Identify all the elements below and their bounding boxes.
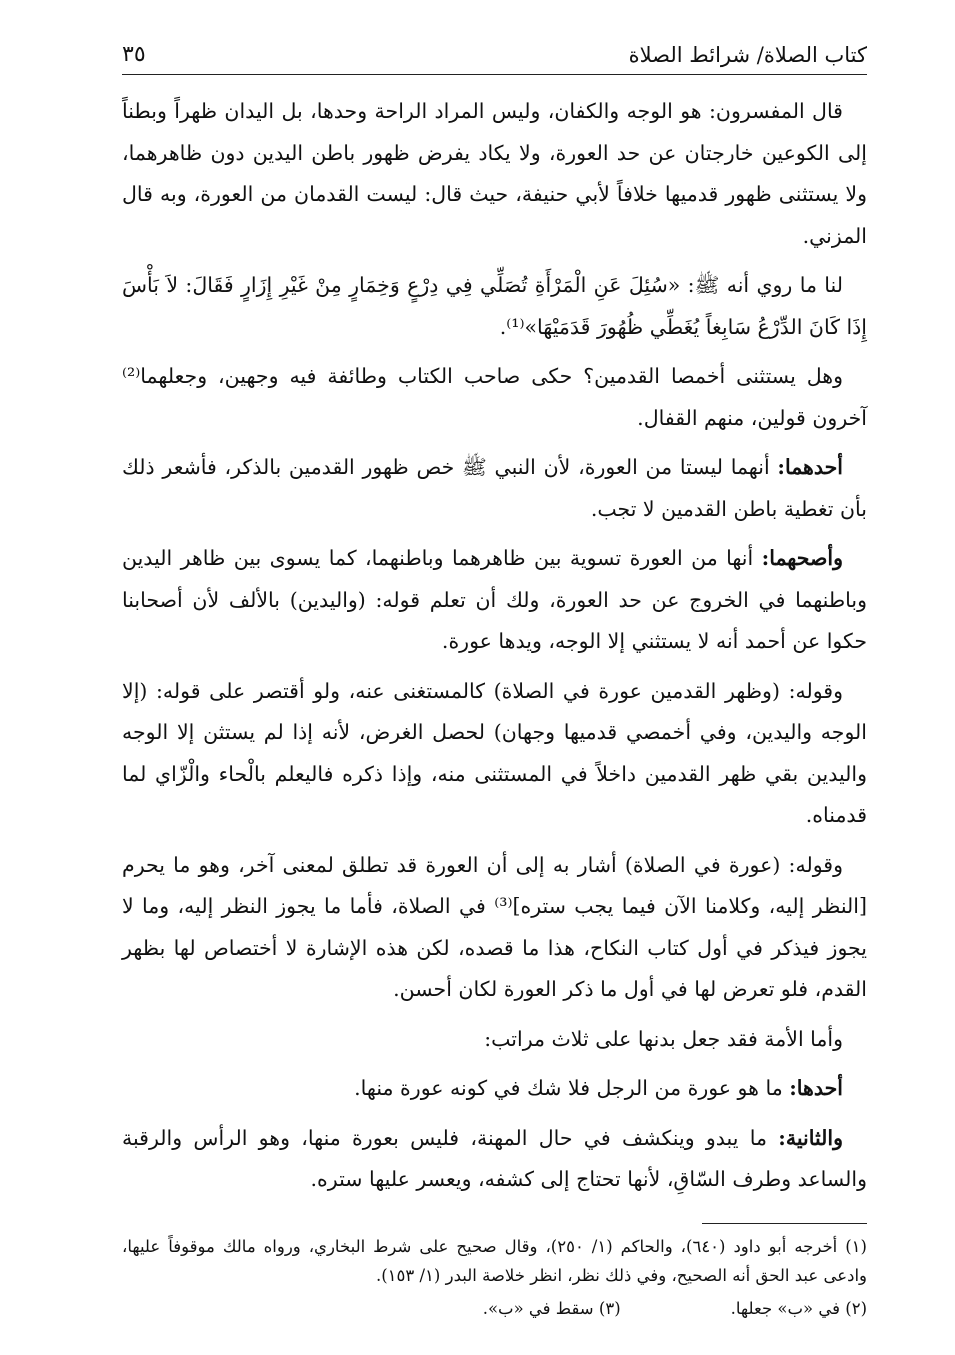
paragraph: وقوله: (وظهر القدمين عورة في الصلاة) كالمستغنى عنه، ولو أقتصر على قوله: (إلا الوجه واليدين، وفي أخمصي قدميها وجهان) لحصل الغرض، لأنه إذا لم يستثن إلا الوجه واليدين بقي ظهر القدمين داخلاً في المستثنى منه، وإذا ذكره فاليعلم بالْحاء والْزّاي لما قدمناه. — [122, 678, 867, 827]
paragraph-lead: أحدها: — [789, 1076, 843, 1100]
paragraph: وهل يستثنى أخمصا القدمين؟ حكى صاحب الكتاب وطائفة فيه وجهين، وجعلهما⁽²⁾ آخرون قولين، منهم القفال. — [122, 364, 867, 430]
paragraph: والثانية: ما يبدو وينكشف في حال المهنة، فليس بعورة منها، وهو الرأس والرقبة والساعد وطرف السّاقِ، لأنها تحتاج إلى كشفه، ويعسر عليها ستره. — [122, 1125, 867, 1191]
footnotes — [122, 1232, 867, 1323]
main-text — [122, 91, 867, 1201]
footnote-3: (٣) سقط في «ب». — [482, 1298, 621, 1318]
paragraph: وأما الأمة فقد جعل بدنها على ثلاث مراتب: — [484, 1026, 843, 1051]
paragraph: أحدها: ما هو عورة من الرجل فلا شك في كونه عورة منها. — [354, 1076, 843, 1100]
paragraph-lead: أحدهما: — [777, 455, 843, 479]
footnote-divider — [702, 1223, 867, 1224]
paragraph: قال المفسرون: هو الوجه والكفان، وليس المراد الراحة وحدها، بل اليدان ظهراً وبطناً إلى الكوعين خارجتان عن حد العورة، ولا يكاد يفرض ظهور باطن اليدين دون ظاهرهما، ولا يستثنى ظهور قدميها خلافاً لأبي حنيفة، حيث قال: ليست القدمان من العورة، وبه قال المزني. — [122, 99, 867, 248]
paragraph: لنا ما روي أنه ﷺ: «سُئِلَ عَنِ الْمَرْأَةِ تُصَلِّي فِي دِرْعٍ وَخِمَارٍ مِنْ غَيْرِ إِزَارٍ فَقَالَ: لاَ بَأْسَ إِذَا كَانَ الدِّرْعُ سَابِغاً يُغَطِّي ظُهُورَ قَدَمَيْهَا»⁽¹⁾. — [122, 273, 867, 339]
running-header — [122, 40, 867, 75]
page-number: ٣٥ — [122, 42, 146, 67]
paragraph: وأصحهما: أنها من العورة تسوية بين ظاهرهما وباطنهما، كما يسوى بين ظاهر اليدين وباطنهما في الخروج عن حد العورة، ولك أن تعلم قوله: (واليدين) بالألف لأن أصحابنا حكوا عن أحمد أنه لا يستثني إلا الوجه، ويدها عورة. — [122, 546, 867, 653]
footnote-row — [122, 1294, 867, 1323]
footnote-1: (١) أخرجه أبو داود (٦٤٠)، والحاكم (١/ ٢٥٠)، وقال صحيح على شرط البخاري، ورواه مالك موقوفاً عليها، وادعى عبد الحق أنه الصحيح، وفي ذلك نظر، انظر خلاصة البدر (١/ ١٥٣). — [122, 1236, 867, 1285]
header-title: كتاب الصلاة/ شرائط الصلاة — [628, 43, 867, 67]
document-page — [122, 40, 867, 1323]
footnote-2: (٢) في «ب» جعلها. — [730, 1298, 867, 1318]
paragraph-lead: وأصحهما: — [761, 546, 843, 570]
paragraph: وقوله: (عورة في الصلاة) أشار به إلى أن العورة قد تطلق لمعنى آخر، وهو ما يحرم [النظر إليه، وكلامنا الآن فيما يجب ستره]⁽³⁾ في الصلاة، فأما ما يجوز النظر إليه، وما لا يجوز فيذكر في أول كتاب النكاح، هذا ما قصده، لكن هذه الإشارة لا أختصاص لها بظهر القدم، فلو تعرض لها في أول ما ذكر العورة لكان أحسن. — [122, 852, 867, 1001]
paragraph-lead: والثانية: — [778, 1125, 843, 1150]
paragraph: أحدهما: أنهما ليستا من العورة، لأن النبي ﷺ خص ظهور القدمين بالذكر، فأشعر ذلك بأن تغطية باطن القدمين لا تجب. — [122, 455, 867, 521]
